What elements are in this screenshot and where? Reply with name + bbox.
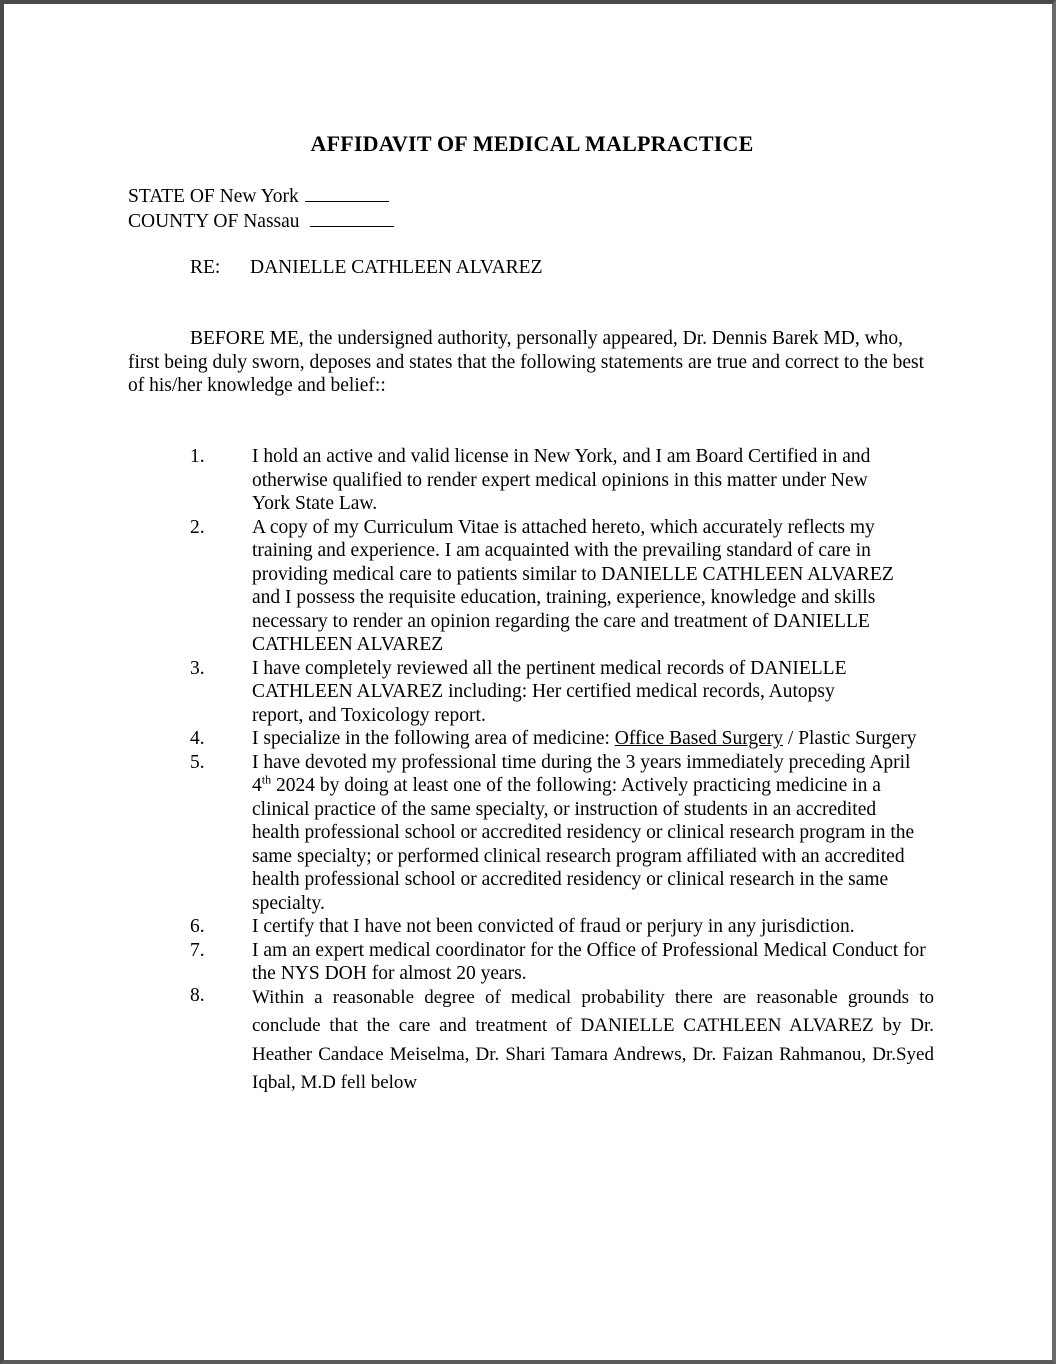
state-line	[128, 184, 394, 209]
item-number: 8.	[190, 984, 205, 1006]
item-text-part: I specialize in the following area of medicine:	[252, 728, 615, 749]
item-number: 4.	[190, 728, 205, 749]
item-text: I certify that I have not been convicted of fraud or perjury in any jurisdiction.	[252, 916, 855, 937]
list-item	[190, 751, 934, 916]
item-text: Within a reasonable degree of medical probability there are reasonable grounds to conclude that the care and treatment of DANIELLE CATHLEEN ALVAREZ by Dr. Heather Candace Meiselma, Dr. Shari Tamara Andrews, Dr. Faizan Rahmanou, Dr.Syed Iqbal, M.D fell below	[252, 986, 934, 1093]
list-item	[190, 516, 934, 657]
item-text: A copy of my Curriculum Vitae is attached hereto, which accurately reflects my training and experience. I am acquainted with the prevailing standard of care in providing medical care to patients similar to DANIELLE CATHLEEN ALVAREZ and I possess the requisite education, training, experience, knowledge and skills necessary to render an opinion regarding the care and treatment of DANIELLE CATHLEEN ALVAREZ	[252, 516, 894, 655]
item-text-part: 2024 by doing at least one of the following: Actively practicing medicine in a clinical practice of the same specialty, or instruction of students in an accredited health professional school or accredited residency or clinical research program in the same specialty; or performed clinical research program affiliated with an accredited health professional school or accredited residency or clinical research in the same specialty.	[252, 775, 915, 914]
re-label: RE:	[190, 257, 221, 278]
item-text-part: I have devoted my professional time during the 3 years immediately preceding April 4	[252, 751, 911, 796]
item-number: 7.	[190, 939, 205, 961]
list-item	[190, 915, 934, 939]
list-item	[190, 445, 934, 516]
item-number: 1.	[190, 446, 205, 467]
item-text	[252, 751, 934, 916]
venue-block	[128, 184, 394, 233]
statement-list	[190, 445, 934, 1098]
item-number: 6.	[190, 916, 205, 937]
list-item	[190, 727, 934, 751]
list-item	[190, 939, 934, 986]
re-value: DANIELLE CATHLEEN ALVAREZ	[250, 257, 543, 278]
intro-paragraph: BEFORE ME, the undersigned authority, personally appeared, Dr. Dennis Barek MD, who, first being duly sworn, deposes and states that the following statements are true and correct to the best of his/her knowledge and belief::	[128, 328, 925, 396]
state-blank	[305, 184, 389, 202]
state-text: STATE OF New York	[128, 186, 299, 207]
item-number: 3.	[190, 657, 205, 679]
re-line	[190, 256, 542, 280]
list-item	[190, 984, 934, 1098]
item-text-part: / Plastic Surgery	[783, 728, 917, 749]
item-text: I am an expert medical coordinator for the Office of Professional Medical Conduct for the NYS DOH for almost 20 years.	[252, 939, 926, 984]
item-number: 5.	[190, 751, 205, 773]
county-blank	[310, 209, 394, 227]
item-text-underlined: Office Based Surgery	[614, 728, 784, 749]
item-text	[252, 727, 934, 751]
item-text: I hold an active and valid license in New York, and I am Board Certified in and otherwise qualified to render expert medical opinions in this matter under New York State Law.	[252, 446, 871, 514]
document-title: AFFIDAVIT OF MEDICAL MALPRACTICE	[310, 131, 754, 156]
item-superscript: th	[261, 772, 272, 787]
county-line	[128, 209, 394, 234]
item-text: I have completely reviewed all the pertinent medical records of DANIELLE CATHLEEN ALVAREZ including: Her certified medical records, Autopsy report, and Toxicology report.	[252, 657, 847, 726]
list-item	[190, 657, 934, 728]
county-text: COUNTY OF Nassau	[128, 210, 300, 232]
item-number: 2.	[190, 516, 205, 538]
